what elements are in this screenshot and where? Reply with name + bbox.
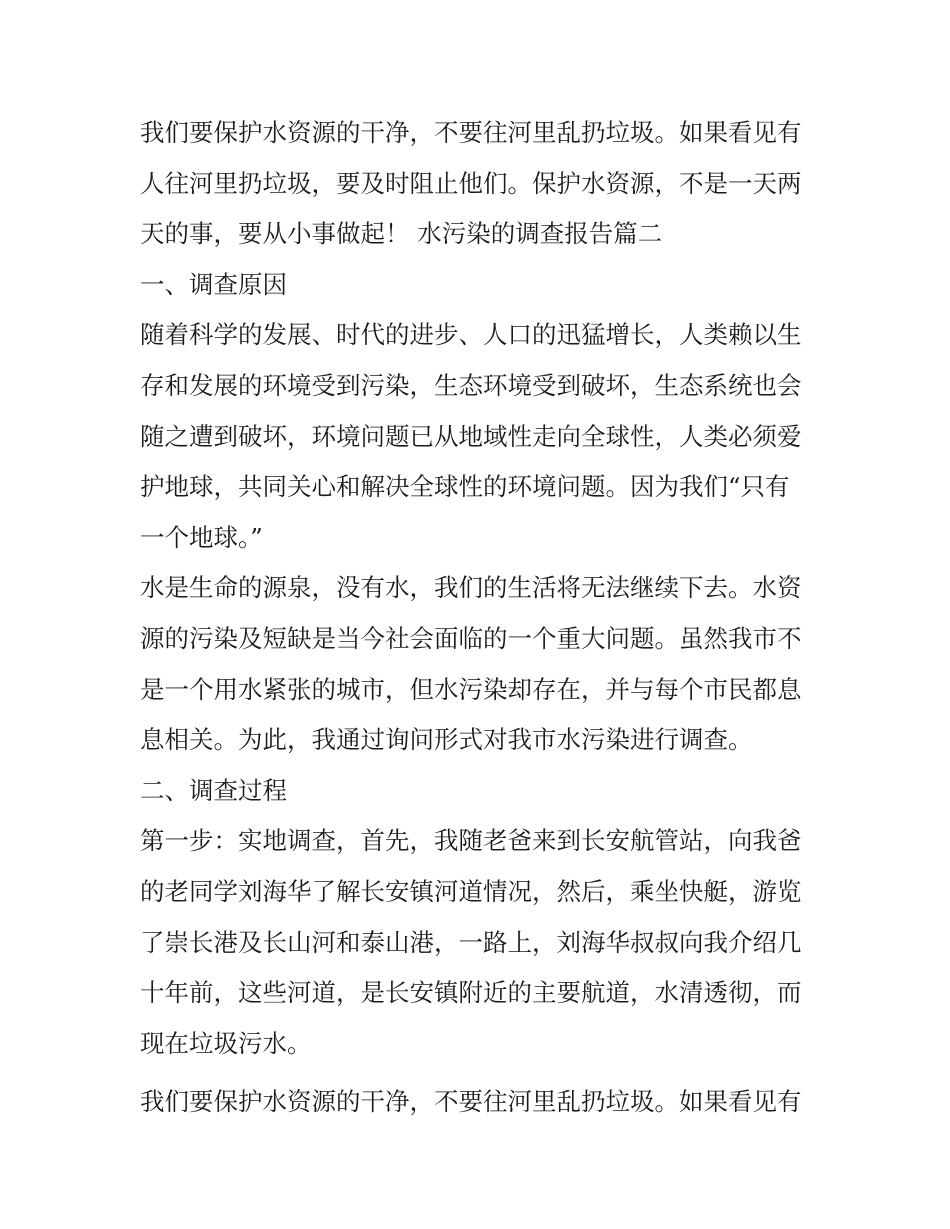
document-body xyxy=(140,108,820,1128)
text-line: 随着科学的发展、时代的进步、人口的迅猛增长，人类赖以生 xyxy=(140,320,802,350)
text-line: 人往河里扔垃圾，要及时阻止他们。保护水资源，不是一天两 xyxy=(140,168,802,198)
text-line: 我们要保护水资源的干净，不要往河里乱扔垃圾。如果看见有 xyxy=(140,1087,802,1117)
text-line: 一个地球。” xyxy=(140,522,263,552)
text-line: 水是生命的源泉，没有水，我们的生活将无法继续下去。水资 xyxy=(140,573,802,603)
text-line: 护地球，共同关心和解决全球性的环境问题。因为我们“只有 xyxy=(140,472,790,502)
text-line: 息相关。为此，我通过询问形式对我市水污染进行调查。 xyxy=(140,725,753,755)
text-line: 是一个用水紧张的城市，但水污染却存在，并与每个市民都息 xyxy=(140,674,802,704)
text-line: 存和发展的环境受到污染，生态环境受到破坏，生态系统也会 xyxy=(140,370,802,400)
text-line: 天的事，要从小事做起！ 水污染的调查报告篇二 xyxy=(140,219,663,249)
section-heading: 二、调查过程 xyxy=(140,775,287,805)
section-heading: 一、调查原因 xyxy=(140,269,287,299)
text-line: 了崇长港及长山河和泰山港，一路上，刘海华叔叔向我介绍几 xyxy=(140,927,802,957)
text-line: 我们要保护水资源的干净，不要往河里乱扔垃圾。如果看见有 xyxy=(140,118,802,147)
text-line: 第一步：实地调查，首先，我随老爸来到长安航管站，向我爸 xyxy=(140,826,802,856)
text-line: 现在垃圾污水。 xyxy=(140,1028,312,1058)
text-line: 十年前，这些河道，是长安镇附近的主要航道，水清透彻，而 xyxy=(140,978,802,1008)
text-line: 随之遭到破坏，环境问题已从地域性走向全球性，人类必须爱 xyxy=(140,421,802,451)
text-line: 的老同学刘海华了解长安镇河道情况，然后，乘坐快艇，游览 xyxy=(140,876,802,906)
text-line: 源的污染及短缺是当今社会面临的一个重大问题。虽然我市不 xyxy=(140,623,802,653)
